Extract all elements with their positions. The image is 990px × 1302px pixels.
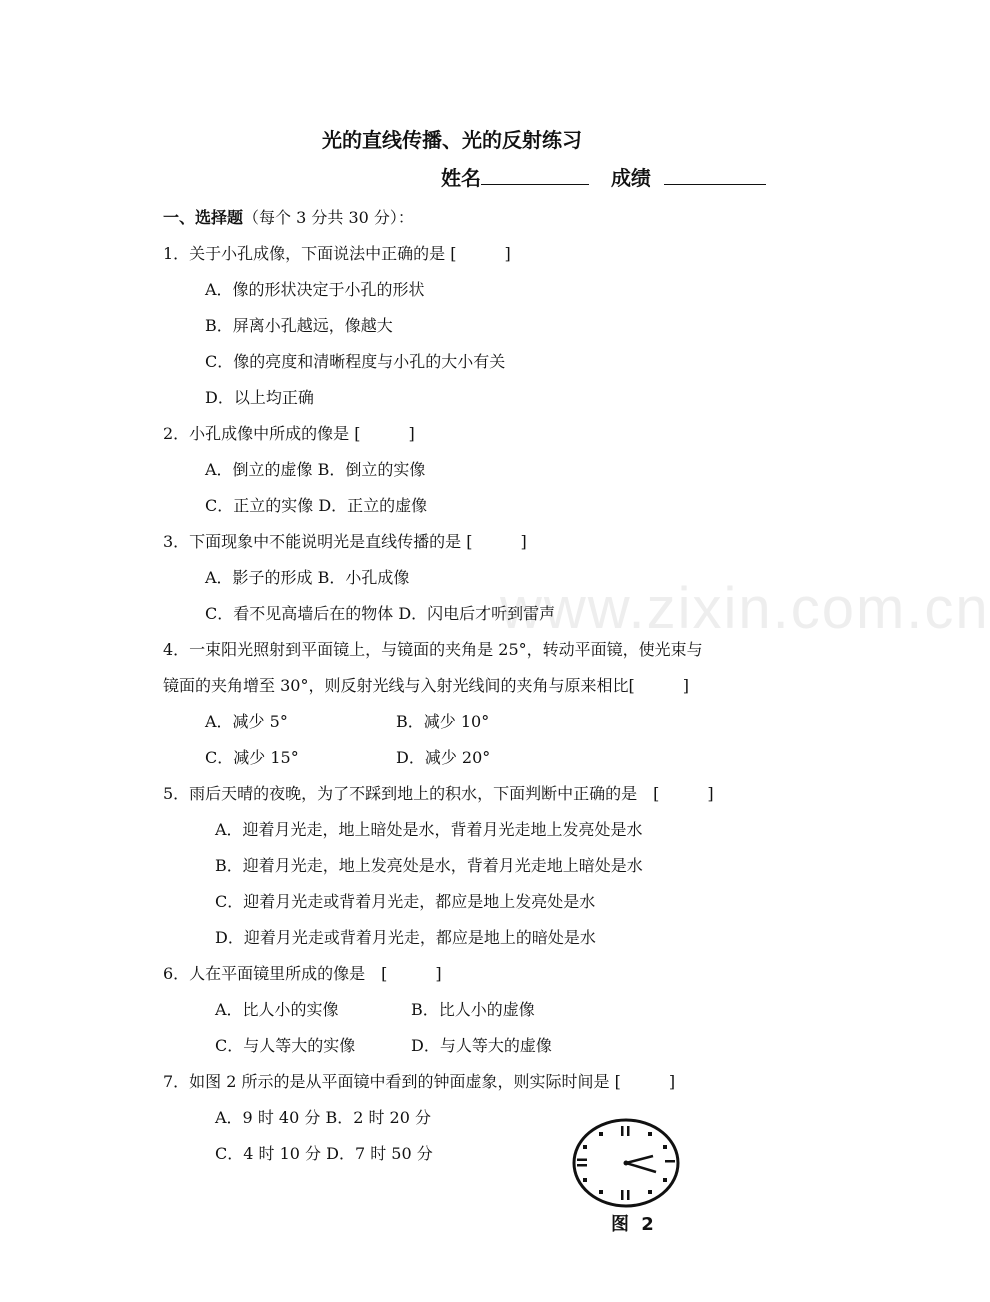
q1-option-a: A．像的形状决定于小孔的形状: [205, 280, 425, 299]
question-7-stem: 7．如图 2 所示的是从平面镜中看到的钟面虚象，则实际时间是 [ ]: [163, 1072, 676, 1091]
q2-options-ab: A．倒立的虚像 B．倒立的实像: [205, 460, 426, 479]
q3-options-cd: C．看不见高墙后在的物体 D．闪电后才听到雷声: [205, 604, 556, 623]
q4-option-c: C．减少 15°: [205, 748, 299, 767]
q1-option-d: D．以上均正确: [205, 388, 314, 407]
question-1-stem: 1．关于小孔成像，下面说法中正确的是 [ ]: [163, 244, 511, 263]
q7-options-cd: C．4 时 10 分 D．7 时 50 分: [215, 1144, 433, 1163]
q5-option-c: C．迎着月光走或背着月光走，都应是地上发亮处是水: [215, 892, 596, 911]
score-label: 成绩: [610, 166, 651, 190]
q5-option-d: D．迎着月光走或背着月光走，都应是地上的暗处是水: [215, 928, 596, 947]
question-4-stem: 4．一束阳光照射到平面镜上，与镜面的夹角是 25°，转动平面镜，使光束与: [163, 640, 703, 659]
q4-option-a: A．减少 5°: [205, 712, 288, 731]
q1-option-b: B．屏离小孔越远，像越大: [205, 316, 393, 335]
q6-option-a: A．比人小的实像: [215, 1000, 339, 1019]
q3-options-ab: A．影子的形成 B．小孔成像: [205, 568, 410, 587]
q4-option-b: B．减少 10°: [396, 712, 490, 731]
q6-option-c: C．与人等大的实像: [215, 1036, 356, 1055]
q4-option-d: D．减少 20°: [396, 748, 491, 767]
question-5-stem: 5．雨后天晴的夜晚，为了不踩到地上的积水，下面判断中正确的是 [ ]: [163, 784, 714, 803]
q6-option-d: D．与人等大的虚像: [411, 1036, 552, 1055]
page-title: 光的直线传播、光的反射练习: [322, 128, 582, 152]
section-heading: [163, 205, 414, 228]
section-note: （每个 3 分共 30 分）：: [243, 208, 414, 227]
section-label: 一、选择题: [163, 208, 244, 227]
q5-option-a: A．迎着月光走，地上暗处是水，背着月光走地上发亮处是水: [215, 820, 643, 839]
figure-caption: 图 2: [611, 1214, 657, 1235]
name-score-row: [441, 162, 766, 191]
question-2-stem: 2．小孔成像中所成的像是 [ ]: [163, 424, 415, 443]
q5-option-b: B．迎着月光走，地上发亮处是水，背着月光走地上暗处是水: [215, 856, 643, 875]
question-3-stem: 3．下面现象中不能说明光是直线传播的是 [ ]: [163, 532, 527, 551]
name-label: 姓名: [441, 166, 481, 190]
clock-figure: [566, 1114, 686, 1212]
question-6-stem: 6．人在平面镜里所成的像是 [ ]: [163, 964, 442, 983]
q2-options-cd: C．正立的实像 D．正立的虚像: [205, 496, 428, 515]
score-blank[interactable]: [664, 164, 766, 185]
q7-options-ab: A．9 时 40 分 B．2 时 20 分: [215, 1108, 431, 1127]
watermark: www.zixin.com.cn: [500, 576, 990, 641]
q1-option-c: C．像的亮度和清晰程度与小孔的大小有关: [205, 352, 506, 371]
q6-option-b: B．比人小的虚像: [411, 1000, 535, 1019]
name-blank[interactable]: [481, 164, 589, 185]
question-4-stem-line2: 镜面的夹角增至 30°，则反射光线与入射光线间的夹角与原来相比[ ]: [163, 676, 689, 695]
